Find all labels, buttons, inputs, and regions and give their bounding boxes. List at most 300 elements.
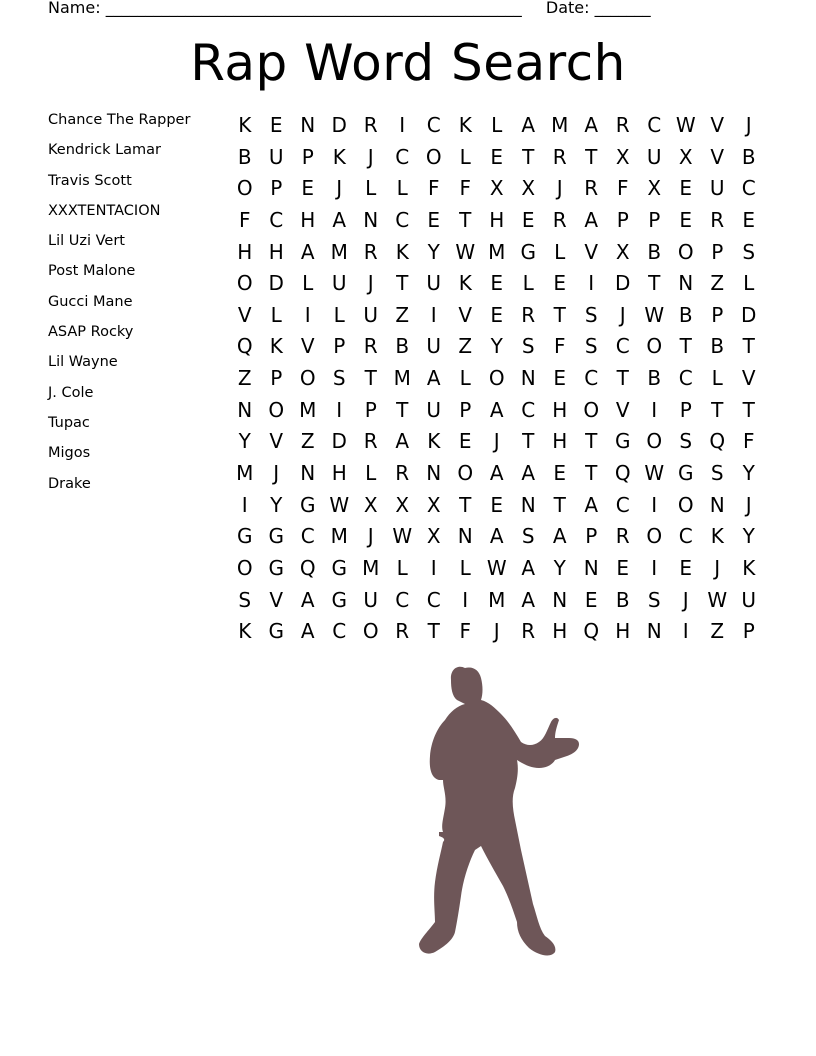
grid-letter: R bbox=[615, 524, 630, 549]
grid-letter: B bbox=[615, 587, 630, 612]
grid-letter: W bbox=[707, 587, 728, 612]
grid-letter: Z bbox=[395, 302, 410, 327]
grid-letter: L bbox=[396, 555, 408, 580]
grid-letter: G bbox=[268, 619, 284, 644]
grid-row bbox=[229, 173, 773, 205]
word-list-item: Tupac bbox=[48, 414, 90, 431]
grid-letter: M bbox=[299, 397, 317, 422]
grid-letter: Z bbox=[710, 271, 725, 296]
grid-letter: O bbox=[677, 239, 694, 264]
grid-letter: A bbox=[332, 207, 347, 232]
word-list-item: Gucci Mane bbox=[48, 293, 133, 310]
grid-letter: N bbox=[646, 619, 662, 644]
grid-letter: G bbox=[678, 461, 694, 486]
grid-letter: A bbox=[521, 555, 536, 580]
grid-letter: V bbox=[584, 239, 599, 264]
grid-letter: I bbox=[241, 492, 248, 517]
grid-letter: S bbox=[742, 239, 756, 264]
grid-letter: T bbox=[522, 429, 535, 454]
grid-letter: W bbox=[486, 555, 507, 580]
grid-letter: Y bbox=[427, 239, 440, 264]
grid-letter: K bbox=[332, 144, 346, 169]
grid-letter: G bbox=[268, 524, 284, 549]
word-list-item: XXXTENTACION bbox=[48, 202, 161, 219]
grid-letter: E bbox=[742, 207, 756, 232]
grid-letter: O bbox=[362, 619, 379, 644]
grid-letter: U bbox=[426, 271, 442, 296]
grid-letter: N bbox=[457, 524, 473, 549]
grid-letter: U bbox=[646, 144, 662, 169]
grid-letter: M bbox=[393, 366, 411, 391]
grid-letter: E bbox=[553, 461, 567, 486]
grid-letter: T bbox=[585, 429, 598, 454]
grid-letter: F bbox=[459, 619, 471, 644]
grid-letter: C bbox=[332, 619, 347, 644]
grid-letter: A bbox=[521, 113, 536, 137]
grid-letter: J bbox=[745, 113, 752, 137]
grid-letter: P bbox=[616, 207, 629, 232]
grid-letter: N bbox=[363, 207, 379, 232]
grid-letter: R bbox=[363, 239, 378, 264]
grid-letter: L bbox=[365, 461, 377, 486]
grid-letter: T bbox=[364, 366, 377, 391]
grid-letter: H bbox=[237, 239, 253, 264]
grid-letter: L bbox=[302, 271, 314, 296]
grid-letter: L bbox=[459, 555, 471, 580]
grid-letter: E bbox=[490, 144, 504, 169]
grid-letter: T bbox=[585, 461, 598, 486]
name-blank: ____________________________________________________ bbox=[105, 0, 522, 17]
grid-letter: K bbox=[742, 555, 756, 580]
grid-letter: W bbox=[329, 492, 350, 517]
grid-letter: L bbox=[365, 176, 377, 201]
grid-letter: D bbox=[331, 113, 347, 137]
grid-letter: T bbox=[648, 271, 661, 296]
grid-letter: U bbox=[268, 144, 284, 169]
grid-letter: P bbox=[648, 207, 661, 232]
grid-letter: S bbox=[584, 302, 598, 327]
grid-letter: C bbox=[395, 207, 410, 232]
grid-row bbox=[229, 142, 773, 174]
grid-letter: V bbox=[615, 397, 630, 422]
grid-letter: O bbox=[646, 524, 663, 549]
grid-letter: C bbox=[741, 176, 756, 201]
grid-letter: Y bbox=[742, 461, 755, 486]
word-list-item: ASAP Rocky bbox=[48, 324, 134, 341]
name-label: Name: bbox=[48, 0, 101, 17]
grid-letter: Z bbox=[458, 334, 473, 359]
grid-letter: O bbox=[646, 429, 663, 454]
grid-letter: P bbox=[742, 619, 755, 644]
grid-letter: X bbox=[615, 144, 630, 169]
grid-letter: N bbox=[300, 461, 316, 486]
grid-row bbox=[229, 205, 773, 237]
grid-letter: Y bbox=[238, 429, 251, 454]
grid-letter: J bbox=[367, 524, 374, 549]
grid-letter: O bbox=[488, 366, 505, 391]
grid-letter: S bbox=[521, 524, 535, 549]
grid-letter: N bbox=[426, 461, 442, 486]
grid-letter: I bbox=[336, 397, 343, 422]
grid-letter: F bbox=[459, 176, 471, 201]
grid-letter: U bbox=[426, 334, 442, 359]
grid-letter: P bbox=[364, 397, 377, 422]
grid-letter: X bbox=[615, 239, 630, 264]
grid-letter: J bbox=[273, 461, 280, 486]
grid-letter: C bbox=[615, 334, 630, 359]
word-list-item: Migos bbox=[48, 445, 91, 462]
grid-letter: M bbox=[488, 587, 506, 612]
grid-row bbox=[229, 237, 773, 269]
grid-letter: R bbox=[710, 207, 725, 232]
grid-letter: E bbox=[490, 492, 504, 517]
grid-letter: K bbox=[427, 429, 441, 454]
grid-letter: N bbox=[552, 587, 568, 612]
grid-letter: C bbox=[426, 587, 441, 612]
grid-letter: T bbox=[742, 334, 755, 359]
grid-letter: U bbox=[363, 587, 379, 612]
grid-letter: I bbox=[651, 492, 658, 517]
grid-letter: A bbox=[395, 429, 410, 454]
grid-letter: A bbox=[552, 524, 567, 549]
grid-letter: K bbox=[269, 334, 283, 359]
grid-letter: M bbox=[551, 113, 569, 137]
grid-letter: A bbox=[584, 207, 599, 232]
grid-letter: B bbox=[710, 334, 725, 359]
rapper-silhouette-icon bbox=[405, 660, 590, 960]
grid-letter: U bbox=[741, 587, 757, 612]
grid-letter: F bbox=[616, 176, 629, 201]
grid-row bbox=[229, 521, 773, 553]
grid-letter: P bbox=[301, 144, 314, 169]
grid-letter: G bbox=[268, 555, 284, 580]
grid-letter: R bbox=[521, 302, 536, 327]
grid-letter: K bbox=[395, 239, 409, 264]
grid-letter: O bbox=[646, 334, 663, 359]
grid-letter: E bbox=[584, 587, 598, 612]
grid-letter: T bbox=[711, 397, 724, 422]
grid-row bbox=[229, 553, 773, 585]
grid-letter: W bbox=[455, 239, 476, 264]
grid-letter: D bbox=[331, 429, 347, 454]
grid-letter: P bbox=[333, 334, 346, 359]
grid-letter: L bbox=[554, 239, 566, 264]
grid-letter: I bbox=[304, 302, 311, 327]
grid-letter: M bbox=[488, 239, 506, 264]
grid-row bbox=[229, 395, 773, 427]
grid-letter: N bbox=[583, 555, 599, 580]
grid-letter: N bbox=[678, 271, 694, 296]
grid-letter: X bbox=[426, 524, 441, 549]
grid-letter: K bbox=[710, 524, 724, 549]
grid-letter: A bbox=[300, 619, 315, 644]
grid-letter: X bbox=[395, 492, 410, 517]
grid-row bbox=[229, 426, 773, 458]
grid-letter: E bbox=[679, 207, 693, 232]
grid-letter: R bbox=[615, 113, 630, 137]
grid-letter: O bbox=[236, 271, 253, 296]
grid-letter: L bbox=[459, 366, 471, 391]
grid-letter: M bbox=[330, 524, 348, 549]
grid-letter: A bbox=[300, 239, 315, 264]
grid-letter: J bbox=[745, 492, 752, 517]
grid-letter: U bbox=[363, 302, 379, 327]
grid-letter: A bbox=[426, 366, 441, 391]
grid-letter: I bbox=[682, 619, 689, 644]
grid-letter: I bbox=[462, 587, 469, 612]
grid-letter: F bbox=[238, 207, 251, 232]
grid-letter: X bbox=[426, 492, 441, 517]
grid-letter: H bbox=[268, 239, 284, 264]
grid-letter: D bbox=[268, 271, 284, 296]
grid-letter: A bbox=[584, 113, 599, 137]
grid-letter: Y bbox=[270, 492, 283, 517]
word-list-item: Lil Wayne bbox=[48, 354, 118, 371]
grid-letter: P bbox=[585, 524, 598, 549]
grid-letter: O bbox=[268, 397, 285, 422]
grid-letter: C bbox=[584, 366, 599, 391]
grid-letter: T bbox=[459, 207, 472, 232]
grid-letter: P bbox=[270, 176, 283, 201]
grid-letter: P bbox=[711, 302, 724, 327]
grid-row bbox=[229, 616, 773, 648]
grid-letter: C bbox=[395, 587, 410, 612]
grid-letter: U bbox=[709, 176, 725, 201]
grid-letter: J bbox=[714, 555, 721, 580]
grid-letter: R bbox=[584, 176, 599, 201]
grid-letter: Q bbox=[583, 619, 600, 644]
grid-letter: G bbox=[331, 555, 347, 580]
grid-letter: Q bbox=[236, 334, 253, 359]
grid-letter: L bbox=[491, 113, 503, 137]
grid-letter: X bbox=[489, 176, 504, 201]
grid-letter: E bbox=[521, 207, 535, 232]
grid-letter: L bbox=[743, 271, 755, 296]
grid-letter: P bbox=[711, 239, 724, 264]
grid-letter: E bbox=[301, 176, 315, 201]
grid-letter: E bbox=[679, 555, 693, 580]
grid-letter: O bbox=[583, 397, 600, 422]
grid-letter: L bbox=[270, 302, 282, 327]
grid-letter: A bbox=[521, 461, 536, 486]
grid-letter: Y bbox=[742, 524, 755, 549]
grid-letter: R bbox=[363, 429, 378, 454]
grid-letter: J bbox=[556, 176, 563, 201]
date-blank: _______ bbox=[594, 0, 651, 17]
grid-letter: L bbox=[522, 271, 534, 296]
grid-row bbox=[229, 458, 773, 490]
grid-letter: H bbox=[331, 461, 347, 486]
grid-letter: E bbox=[490, 302, 504, 327]
grid-letter: E bbox=[553, 271, 567, 296]
grid-letter: O bbox=[236, 555, 253, 580]
grid-letter: J bbox=[336, 176, 343, 201]
grid-letter: L bbox=[711, 366, 723, 391]
grid-letter: O bbox=[425, 144, 442, 169]
grid-letter: B bbox=[647, 366, 662, 391]
grid-letter: E bbox=[679, 176, 693, 201]
grid-letter: T bbox=[396, 271, 409, 296]
grid-letter: I bbox=[430, 555, 437, 580]
grid-letter: V bbox=[710, 113, 725, 137]
grid-letter: T bbox=[679, 334, 692, 359]
grid-letter: G bbox=[237, 524, 253, 549]
grid-letter: R bbox=[363, 113, 378, 137]
grid-letter: T bbox=[522, 144, 535, 169]
grid-row bbox=[229, 363, 773, 395]
grid-letter: V bbox=[710, 144, 725, 169]
word-list-item: Chance The Rapper bbox=[48, 112, 191, 128]
letter-grid bbox=[229, 110, 773, 648]
grid-letter: B bbox=[395, 334, 410, 359]
grid-letter: A bbox=[489, 524, 504, 549]
grid-letter: S bbox=[238, 587, 252, 612]
grid-letter: J bbox=[367, 144, 374, 169]
grid-letter: O bbox=[457, 461, 474, 486]
grid-letter: F bbox=[553, 334, 566, 359]
grid-letter: I bbox=[399, 113, 406, 137]
grid-letter: V bbox=[458, 302, 473, 327]
grid-letter: J bbox=[367, 271, 374, 296]
grid-letter: R bbox=[395, 461, 410, 486]
date-label: Date: bbox=[545, 0, 590, 17]
name-date-line bbox=[48, 0, 651, 17]
grid-letter: R bbox=[395, 619, 410, 644]
grid-letter: N bbox=[520, 366, 536, 391]
grid-letter: G bbox=[615, 429, 631, 454]
grid-letter: M bbox=[236, 461, 254, 486]
grid-letter: H bbox=[615, 619, 631, 644]
grid-letter: O bbox=[677, 492, 694, 517]
grid-letter: O bbox=[299, 366, 316, 391]
grid-letter: R bbox=[552, 207, 567, 232]
grid-row bbox=[229, 300, 773, 332]
grid-letter: P bbox=[459, 397, 472, 422]
grid-letter: C bbox=[426, 113, 441, 137]
grid-letter: T bbox=[616, 366, 629, 391]
grid-letter: G bbox=[331, 587, 347, 612]
grid-letter: L bbox=[396, 176, 408, 201]
grid-letter: B bbox=[647, 239, 662, 264]
grid-letter: Q bbox=[299, 555, 316, 580]
grid-letter: J bbox=[493, 619, 500, 644]
grid-letter: E bbox=[616, 555, 630, 580]
grid-letter: Q bbox=[614, 461, 631, 486]
grid-row bbox=[229, 110, 773, 142]
grid-letter: I bbox=[651, 397, 658, 422]
grid-letter: H bbox=[489, 207, 505, 232]
grid-letter: G bbox=[300, 492, 316, 517]
grid-letter: Q bbox=[709, 429, 726, 454]
grid-letter: A bbox=[489, 397, 504, 422]
grid-letter: M bbox=[330, 239, 348, 264]
grid-letter: D bbox=[615, 271, 631, 296]
grid-letter: T bbox=[459, 492, 472, 517]
grid-letter: P bbox=[679, 397, 692, 422]
grid-letter: B bbox=[678, 302, 693, 327]
grid-letter: V bbox=[269, 429, 284, 454]
grid-letter: Z bbox=[300, 429, 315, 454]
grid-letter: Y bbox=[490, 334, 503, 359]
grid-letter: B bbox=[237, 144, 252, 169]
grid-letter: A bbox=[521, 587, 536, 612]
grid-letter: X bbox=[647, 176, 662, 201]
grid-letter: E bbox=[269, 113, 283, 137]
grid-letter: Z bbox=[710, 619, 725, 644]
grid-letter: K bbox=[458, 113, 472, 137]
grid-letter: W bbox=[644, 461, 665, 486]
grid-letter: R bbox=[552, 144, 567, 169]
grid-letter: T bbox=[553, 302, 566, 327]
grid-letter: U bbox=[331, 271, 347, 296]
grid-letter: G bbox=[520, 239, 536, 264]
grid-letter: L bbox=[459, 144, 471, 169]
grid-letter: B bbox=[741, 144, 756, 169]
grid-letter: J bbox=[493, 429, 500, 454]
grid-letter: T bbox=[396, 397, 409, 422]
grid-letter: W bbox=[644, 302, 665, 327]
grid-letter: O bbox=[236, 176, 253, 201]
grid-letter: K bbox=[238, 113, 252, 137]
grid-letter: W bbox=[392, 524, 413, 549]
grid-letter: I bbox=[588, 271, 595, 296]
grid-letter: C bbox=[521, 397, 536, 422]
grid-letter: E bbox=[458, 429, 472, 454]
grid-letter: E bbox=[427, 207, 441, 232]
grid-letter: V bbox=[300, 334, 315, 359]
grid-letter: X bbox=[678, 144, 693, 169]
grid-letter: P bbox=[270, 366, 283, 391]
grid-letter: S bbox=[679, 429, 693, 454]
grid-letter: T bbox=[742, 397, 755, 422]
grid-letter: F bbox=[427, 176, 440, 201]
grid-letter: R bbox=[521, 619, 536, 644]
grid-letter: E bbox=[553, 366, 567, 391]
grid-letter: S bbox=[647, 587, 661, 612]
grid-letter: D bbox=[741, 302, 757, 327]
grid-letter: T bbox=[585, 144, 598, 169]
grid-letter: T bbox=[427, 619, 440, 644]
grid-letter: H bbox=[552, 619, 568, 644]
word-list-item: Kendrick Lamar bbox=[48, 142, 162, 159]
grid-letter: C bbox=[647, 113, 662, 137]
grid-letter: N bbox=[520, 492, 536, 517]
page-title: Rap Word Search bbox=[190, 34, 626, 92]
word-list-item: Drake bbox=[48, 475, 91, 492]
grid-letter: L bbox=[333, 302, 345, 327]
grid-letter: C bbox=[615, 492, 630, 517]
grid-letter: J bbox=[682, 587, 689, 612]
grid-letter: S bbox=[521, 334, 535, 359]
grid-letter: S bbox=[584, 334, 598, 359]
grid-letter: T bbox=[553, 492, 566, 517]
grid-letter: C bbox=[395, 144, 410, 169]
grid-letter: N bbox=[300, 113, 316, 137]
grid-letter: K bbox=[238, 619, 252, 644]
grid-letter: N bbox=[237, 397, 253, 422]
grid-letter: I bbox=[651, 555, 658, 580]
grid-letter: S bbox=[332, 366, 346, 391]
grid-letter: S bbox=[710, 461, 724, 486]
grid-letter: Z bbox=[237, 366, 252, 391]
grid-letter: V bbox=[237, 302, 252, 327]
grid-letter: H bbox=[300, 207, 316, 232]
grid-letter: A bbox=[300, 587, 315, 612]
grid-letter: V bbox=[269, 587, 284, 612]
grid-letter: X bbox=[363, 492, 378, 517]
grid-letter: V bbox=[741, 366, 756, 391]
grid-letter: Y bbox=[553, 555, 566, 580]
